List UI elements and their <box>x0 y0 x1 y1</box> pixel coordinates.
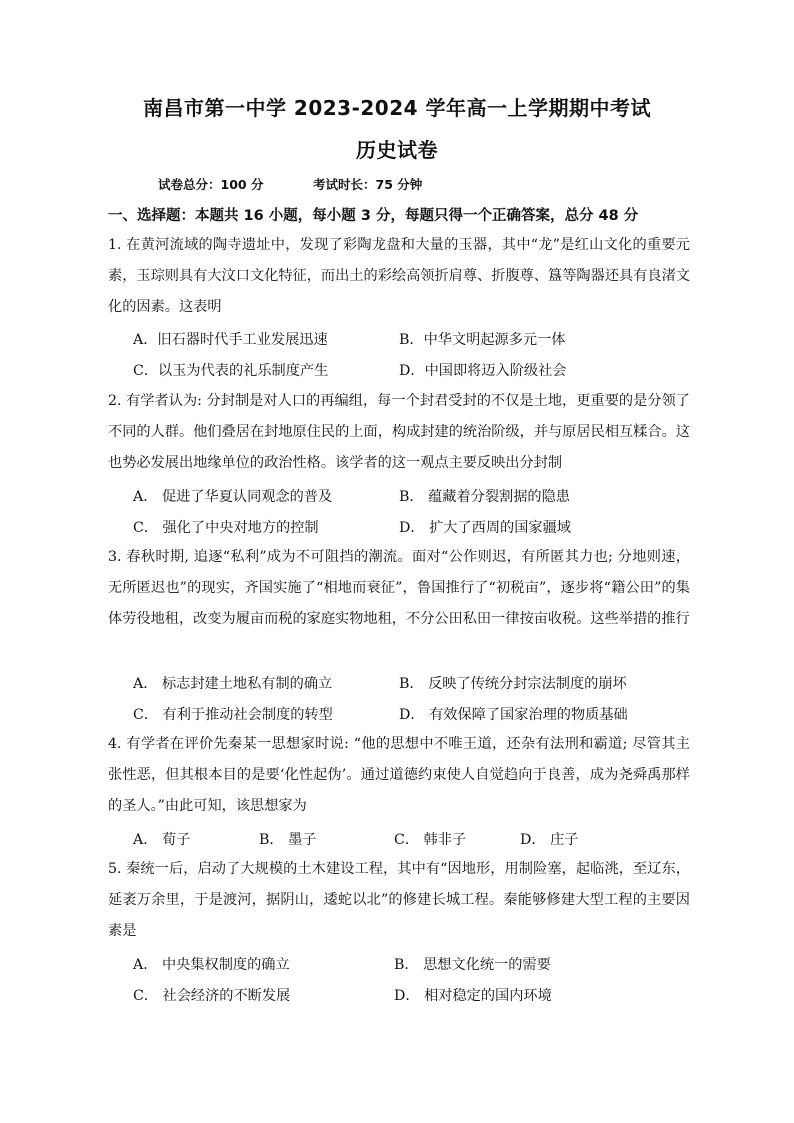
question-2-option-b: B． 蕴藏着分裂割据的隐患 <box>399 489 570 505</box>
question-4-option-c: C． 韩非子 <box>394 832 467 848</box>
question-3-option-a: A． 标志封建土地私有制的确立 <box>133 676 333 692</box>
question-2-option-d: D． 扩大了西周的国家疆域 <box>399 520 571 536</box>
question-4-option-b: B． 墨子 <box>259 832 317 848</box>
question-5-option-c: C． 社会经济的不断发展 <box>133 988 291 1004</box>
question-1-option-c: C．以玉为代表的礼乐制度产生 <box>133 363 329 379</box>
question-4-stem: 4. 有学者在评价先秦某一思想家时说: “他的思想中不唯王道，还杂有法刑和霸道; 尽管其主张性恶，但其根本目的是要‘化性起伪’。通过道德约束使人自觉趋向于良善，成为尧舜禹那样的圣人。”由此可知，该思想家为 <box>108 736 690 814</box>
question-2-stem: 2. 有学者认为: 分封制是对人口的再编组，每一个封君受封的不仅是土地，更重要的是分领了不同的人群。他们叠居在封地原住民的上面，构成封建的统治阶级，并与原居民相互糅合。这也势必发展出地缘单位的政治性格。该学者的这一观点主要反映出分封制 <box>108 393 690 471</box>
question-5-option-d: D． 相对稳定的国内环境 <box>394 988 552 1004</box>
question-2-option-c: C． 强化了中央对地方的控制 <box>133 520 319 536</box>
question-4-option-a: A． 荀子 <box>133 832 191 848</box>
question-3-option-b: B． 反映了传统分封宗法制度的崩坏 <box>399 676 627 692</box>
question-1-stem: 1. 在黄河流域的陶寺遗址中，发现了彩陶龙盘和大量的玉器，其中“龙”是红山文化的重要元素，玉琮则具有大汶口文化特征，而出土的彩绘高领折肩尊、折腹尊、簋等陶器还具有良渚文化的因素。这表明 <box>108 237 690 315</box>
question-4-option-d: D． 庄子 <box>520 832 579 848</box>
question-3-option-c: C． 有利于推动社会制度的转型 <box>133 707 333 723</box>
question-1-option-b: B．中华文明起源多元一体 <box>399 332 566 348</box>
total-score: 试卷总分：100 分 <box>158 177 264 192</box>
exam-duration: 考试时长：75 分钟 <box>313 177 423 192</box>
question-3-option-d: D． 有效保障了国家治理的物质基础 <box>399 707 628 723</box>
question-1-option-a: A．旧石器时代手工业发展迅速 <box>133 332 328 348</box>
question-5-option-a: A． 中央集权制度的确立 <box>133 957 290 973</box>
exam-title: 南昌市第一中学 2023-2024 学年高一上学期期中考试 <box>142 96 652 120</box>
question-1-option-d: D．中国即将迈入阶级社会 <box>399 363 567 379</box>
question-2-option-a: A． 促进了华夏认同观念的普及 <box>133 489 333 505</box>
question-5-stem: 5. 秦统一后，启动了大规模的土木建设工程，其中有“因地形，用制险塞，起临洮，至辽东，延袤万余里，于是渡河，据阴山，逶蛇以北”的修建长城工程。秦能够修建大型工程的主要因素是 <box>108 861 690 939</box>
section-heading: 一、选择题：本题共 16 小题，每小题 3 分，每题只得一个正确答案，总分 48 分 <box>108 208 639 224</box>
exam-subtitle: 历史试卷 <box>356 138 438 162</box>
question-5-option-b: B． 思想文化统一的需要 <box>394 957 551 973</box>
question-3-stem: 3. 春秋时期, 追逐“私利”成为不可阻挡的潮流。面对“公作则迟，有所匿其力也; 分地则速，无所匿迟也”的现实，齐国实施了“相地而衰征”，鲁国推行了“初税亩”，逐步将“籍公田”的集体劳役地租，改变为履亩而税的家庭实物地租，不分公田私田一律按亩收税。这些举措的推行 <box>108 549 690 627</box>
